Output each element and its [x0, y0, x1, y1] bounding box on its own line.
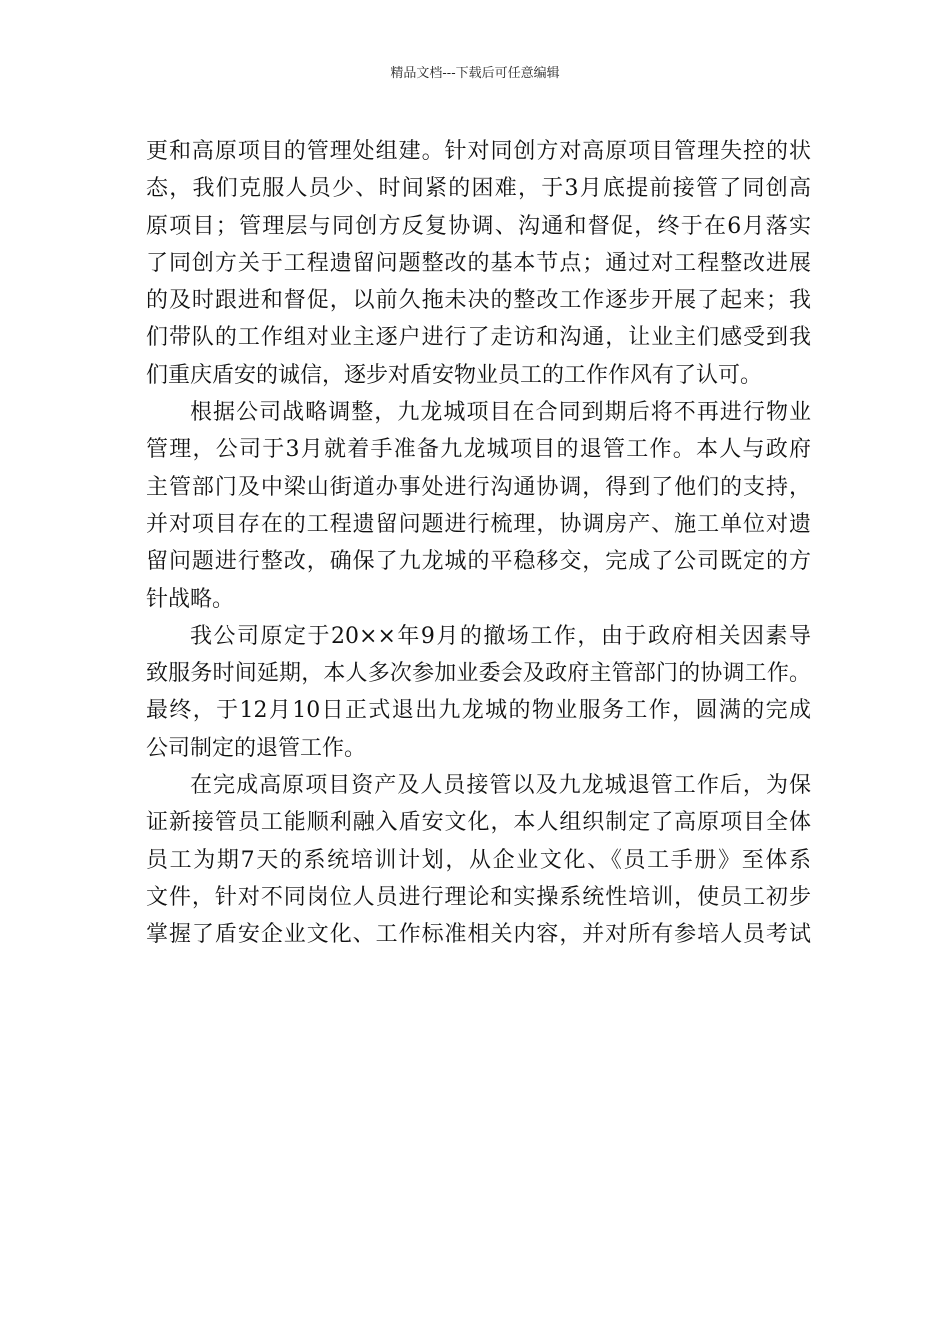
text-line: 们重庆盾安的诚信，逐步对盾安物业员工的工作作风有了认可。 — [146, 362, 763, 388]
text-line: 在完成高原项目资产及人员接管以及九龙城退管工作后，为保 — [190, 773, 811, 799]
text-line: 主管部门及中梁山街道办事处进行沟通协调，得到了他们的支持， — [146, 474, 811, 500]
paragraph-3 — [146, 618, 811, 767]
text-line: 了同创方关于工程遗留问题整改的基本节点；通过对工程整改进展 — [146, 250, 811, 276]
text-line: 并对项目存在的工程遗留问题进行梳理，协调房产、施工单位对遗 — [146, 511, 811, 537]
text-line: 致服务时间延期，本人多次参加业委会及政府主管部门的协调工作。 — [146, 661, 811, 687]
text-line: 留问题进行整改，确保了九龙城的平稳移交，完成了公司既定的方 — [146, 549, 811, 575]
text-line: 最终，于12月10日正式退出九龙城的物业服务工作，圆满的完成 — [146, 698, 811, 724]
text-line: 公司制定的退管工作。 — [146, 735, 367, 761]
text-line: 的及时跟进和督促，以前久拖未决的整改工作逐步开展了起来；我 — [146, 288, 811, 314]
text-line: 管理，公司于3月就着手准备九龙城项目的退管工作。本人与政府 — [146, 437, 811, 463]
text-line: 员工为期7天的系统培训计划，从企业文化、《员工手册》至体系 — [146, 847, 811, 873]
text-line: 更和高原项目的管理处组建。针对同创方对高原项目管理失控的状 — [146, 139, 811, 164]
text-line: 原项目；管理层与同创方反复协调、沟通和督促，终于在6月落实 — [146, 213, 811, 239]
page-header: 精品文档---下载后可任意编辑 — [390, 66, 560, 81]
paragraph-2 — [146, 394, 811, 618]
text-line: 根据公司战略调整，九龙城项目在合同到期后将不再进行物业 — [190, 400, 811, 426]
text-line: 证新接管员工能顺利融入盾安文化，本人组织制定了高原项目全体 — [146, 810, 811, 836]
text-line: 文件，针对不同岗位人员进行理论和实操系统性培训，使员工初步 — [146, 884, 811, 910]
paragraph-1 — [146, 133, 811, 394]
text-line: 们带队的工作组对业主逐户进行了走访和沟通，让业主们感受到我 — [146, 325, 811, 351]
text-line: 掌握了盾安企业文化、工作标准相关内容，并对所有参培人员考试 — [146, 922, 811, 948]
text-line: 态，我们克服人员少、时间紧的困难，于3月底提前接管了同创高 — [146, 176, 811, 202]
document-body — [146, 133, 811, 954]
text-line: 针战略。 — [146, 586, 235, 612]
text-line: 我公司原定于20××年9月的撤场工作，由于政府相关因素导 — [190, 623, 811, 649]
paragraph-4 — [146, 767, 811, 953]
